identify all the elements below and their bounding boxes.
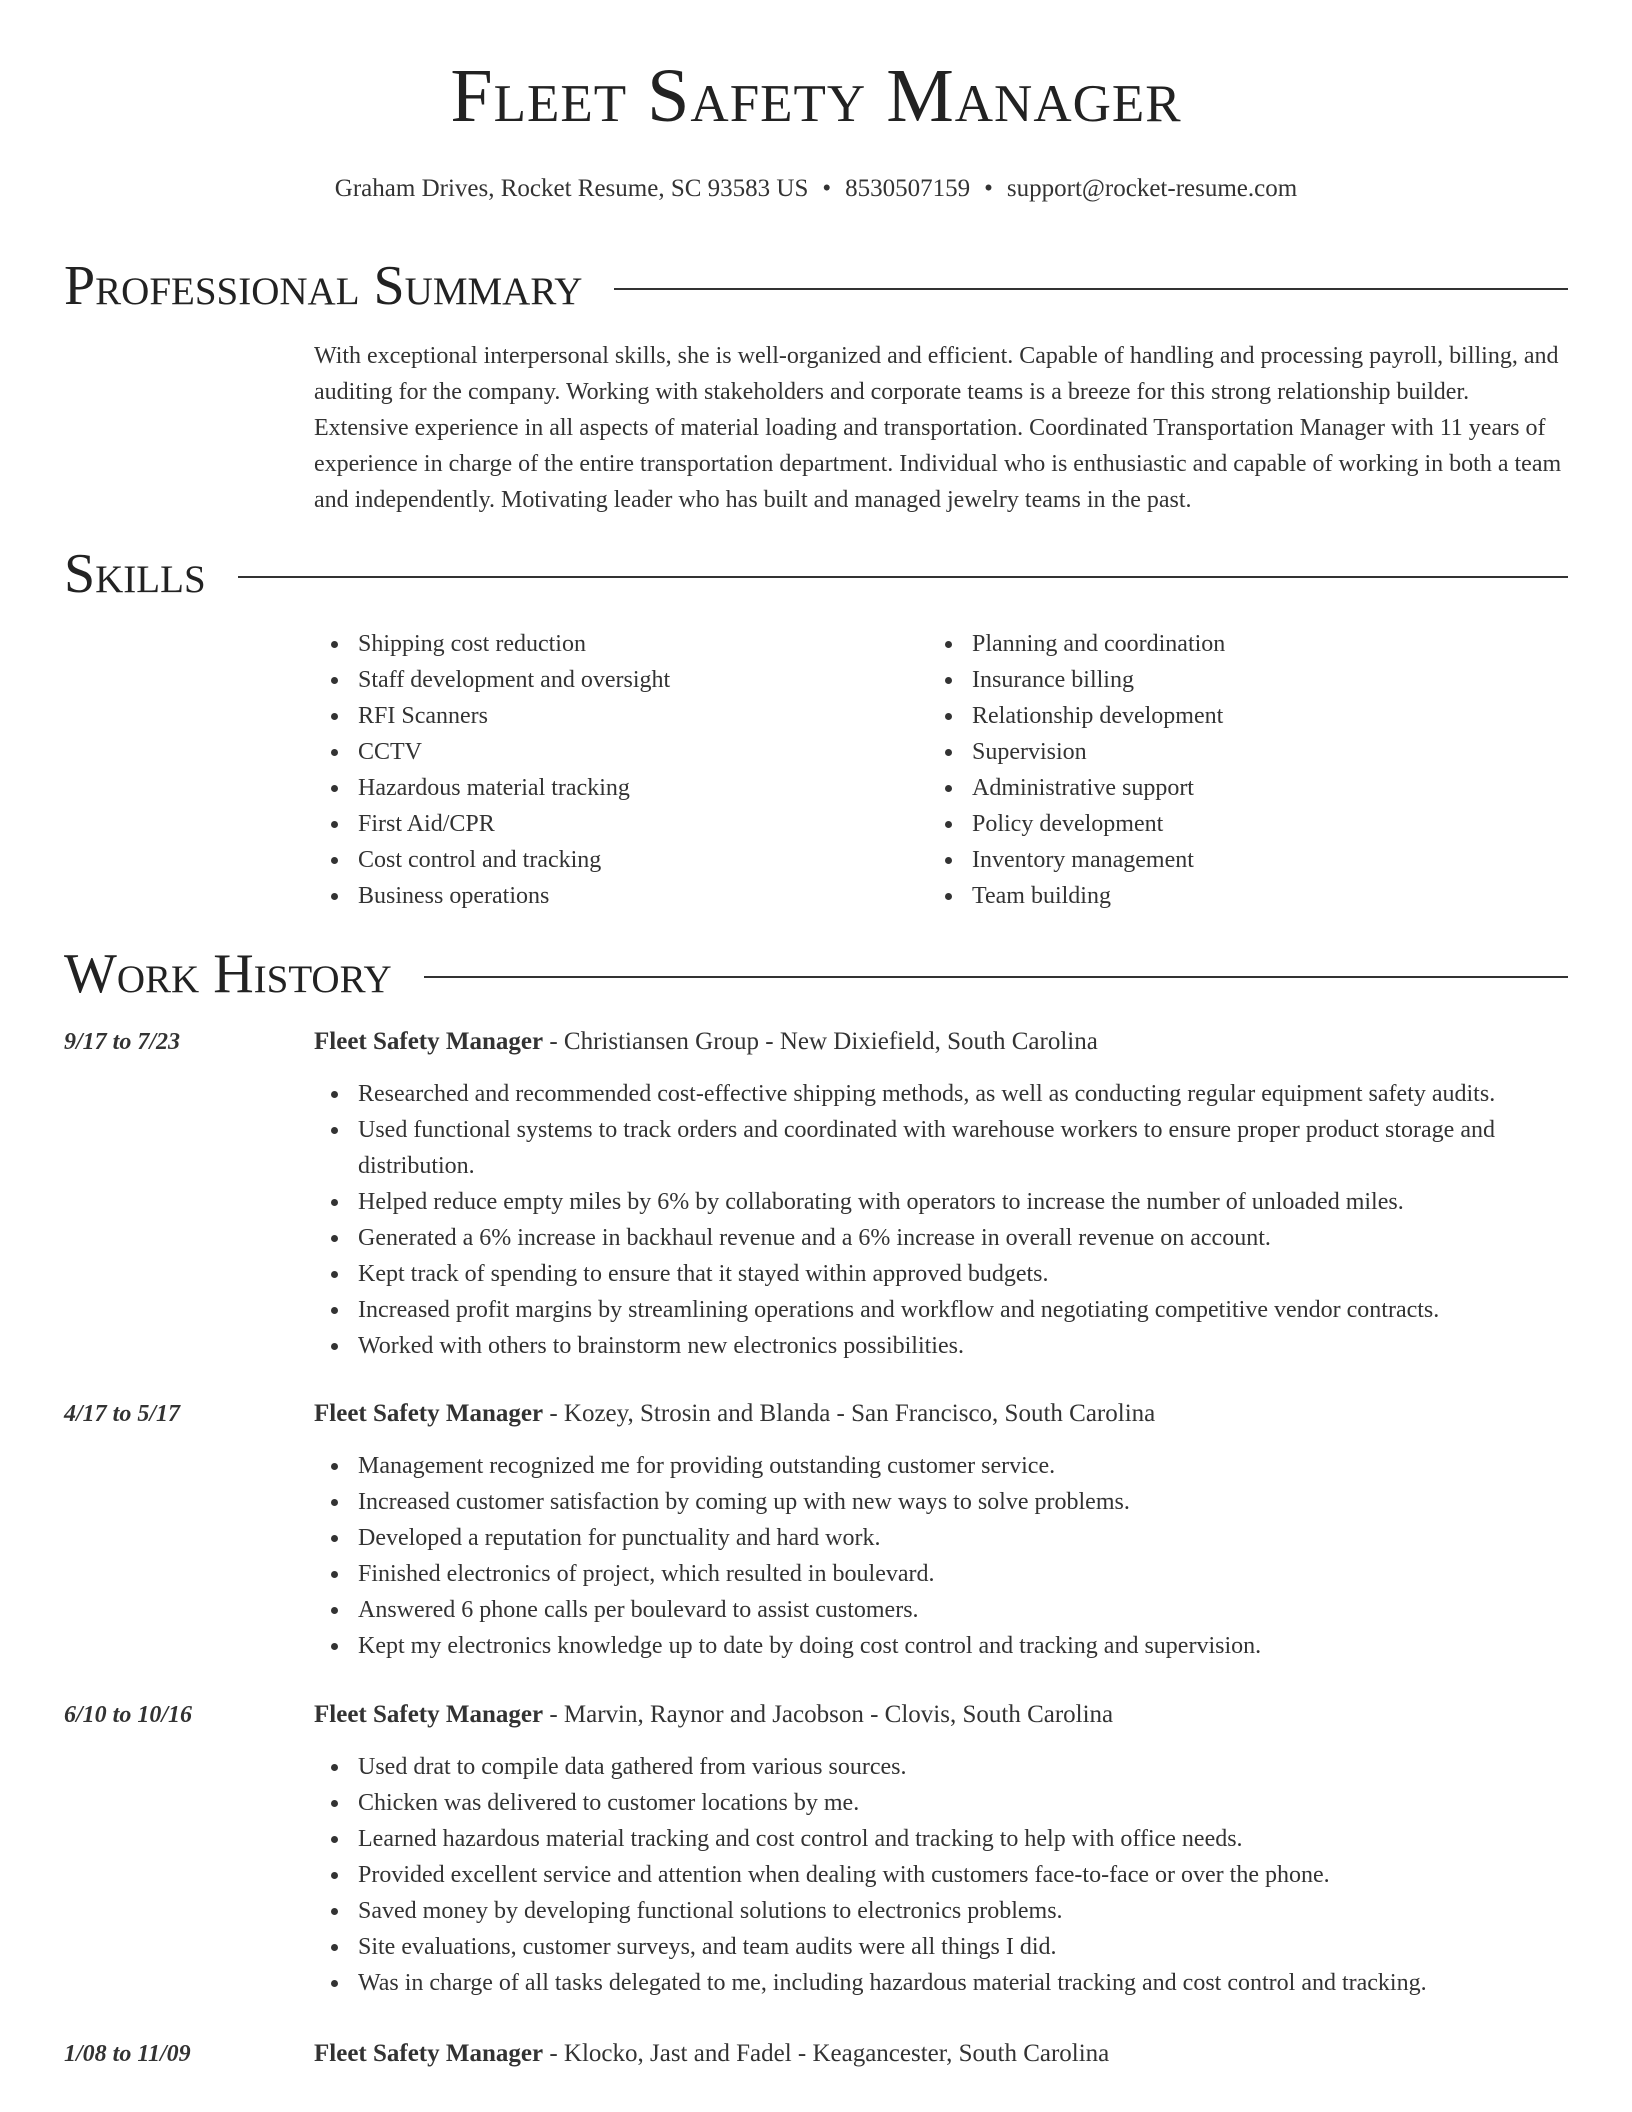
- job-company-location: - Christiansen Group - New Dixiefield, South Carolina: [543, 1028, 1098, 1055]
- work-history-heading: Work History: [64, 943, 392, 1005]
- duty-item: Answered 6 phone calls per boulevard to assist customers.: [358, 1592, 1612, 1628]
- duty-item: Kept my electronics knowledge up to date by doing cost control and tracking and supervision.: [358, 1628, 1612, 1664]
- job-heading: [314, 1401, 1155, 1426]
- duty-item: Management recognized me for providing outstanding customer service.: [358, 1448, 1612, 1484]
- job-title: Fleet Safety Manager: [314, 1028, 544, 1055]
- skill-item: Administrative support: [972, 770, 1225, 806]
- skill-item: RFI Scanners: [358, 698, 670, 734]
- job-title: Fleet Safety Manager: [314, 1400, 544, 1427]
- contact-address: Graham Drives, Rocket Resume, SC 93583 US: [334, 175, 809, 202]
- skill-item: Policy development: [972, 806, 1225, 842]
- skills-section-header: [64, 543, 1568, 605]
- duty-item: Worked with others to brainstorm new electronics possibilities.: [358, 1328, 1612, 1364]
- job-heading: [314, 1029, 1098, 1054]
- duty-item: Developed a reputation for punctuality and hard work.: [358, 1520, 1612, 1556]
- section-divider: [238, 576, 1568, 578]
- summary-section-header: [64, 255, 1568, 317]
- job-company-location: - Marvin, Raynor and Jacobson - Clovis, South Carolina: [543, 1701, 1114, 1728]
- job-heading: [314, 2041, 1109, 2066]
- job-duties-list: [314, 1448, 1612, 1664]
- job-company-location: - Kozey, Strosin and Blanda - San Francisco, South Carolina: [543, 1400, 1156, 1427]
- job-title: Fleet Safety Manager: [314, 2040, 544, 2067]
- duty-item: Generated a 6% increase in backhaul revenue and a 6% increase in overall revenue on account.: [358, 1220, 1612, 1256]
- skills-list-right: [928, 626, 1225, 914]
- duty-item: Finished electronics of project, which resulted in boulevard.: [358, 1556, 1612, 1592]
- duty-item: Provided excellent service and attention when dealing with customers face-to-face or over the phone.: [358, 1857, 1612, 1893]
- resume-title: Fleet Safety Manager: [450, 54, 1182, 138]
- job-dates: 9/17 to 7/23: [64, 1029, 181, 1055]
- section-divider: [614, 288, 1568, 290]
- contact-separator: •: [984, 175, 993, 202]
- job-duties-list: [314, 1076, 1612, 1364]
- skill-item: Cost control and tracking: [358, 842, 670, 878]
- duty-item: Used functional systems to track orders and coordinated with warehouse workers to ensure proper product storage and distribution.: [358, 1112, 1612, 1184]
- contact-phone: 8530507159: [845, 175, 971, 202]
- skill-item: Hazardous material tracking: [358, 770, 670, 806]
- duty-item: Researched and recommended cost-effective shipping methods, as well as conducting regular equipment safety audits.: [358, 1076, 1612, 1112]
- skills-heading: Skills: [64, 543, 206, 605]
- section-divider: [424, 976, 1568, 978]
- job-company-location: - Klocko, Jast and Fadel - Keagancester, South Carolina: [543, 2040, 1110, 2067]
- skill-item: Insurance billing: [972, 662, 1225, 698]
- summary-heading: Professional Summary: [64, 255, 583, 317]
- contact-separator: •: [822, 175, 832, 202]
- duty-item: Used drat to compile data gathered from various sources.: [358, 1749, 1612, 1785]
- skill-item: Planning and coordination: [972, 626, 1225, 662]
- summary-text: With exceptional interpersonal skills, she is well-organized and efficient. Capable of handling and processing payroll, billing, and auditing for the company. Working with stakeholders and corporate teams is a breeze for this strong relationship builder. Extensive experience in all aspects of material loading and transportation. Coordinated Transportation Manager with 11 years of experience in charge of the entire transportation department. Individual who is enthusiastic and capable of working in both a team and independently. Motivating leader who has built and managed jewelry teams in the past.: [314, 343, 1562, 513]
- duty-item: Saved money by developing functional solutions to electronics problems.: [358, 1893, 1612, 1929]
- work-history-section-header: [64, 943, 1568, 1005]
- duty-item: Chicken was delivered to customer locations by me.: [358, 1785, 1612, 1821]
- job-heading: [314, 1702, 1113, 1727]
- job-title: Fleet Safety Manager: [314, 1701, 544, 1728]
- skill-item: Staff development and oversight: [358, 662, 670, 698]
- skill-item: Business operations: [358, 878, 670, 914]
- skill-item: First Aid/CPR: [358, 806, 670, 842]
- job-dates: 1/08 to 11/09: [64, 2041, 191, 2067]
- job-dates: 4/17 to 5/17: [64, 1401, 181, 1427]
- duty-item: Increased customer satisfaction by coming up with new ways to solve problems.: [358, 1484, 1612, 1520]
- skill-item: Relationship development: [972, 698, 1225, 734]
- duty-item: Increased profit margins by streamlining operations and workflow and negotiating competitive vendor contracts.: [358, 1292, 1612, 1328]
- skill-item: CCTV: [358, 734, 670, 770]
- duty-item: Helped reduce empty miles by 6% by collaborating with operators to increase the number of unloaded miles.: [358, 1184, 1612, 1220]
- skill-item: Supervision: [972, 734, 1225, 770]
- duty-item: Learned hazardous material tracking and cost control and tracking to help with office needs.: [358, 1821, 1612, 1857]
- duty-item: Site evaluations, customer surveys, and team audits were all things I did.: [358, 1929, 1612, 1965]
- skill-item: Shipping cost reduction: [358, 626, 670, 662]
- duty-item: Kept track of spending to ensure that it stayed within approved budgets.: [358, 1256, 1612, 1292]
- skills-list-left: [314, 626, 670, 914]
- duty-item: Was in charge of all tasks delegated to me, including hazardous material tracking and cost control and tracking.: [358, 1965, 1612, 2001]
- job-dates: 6/10 to 10/16: [64, 1702, 193, 1728]
- contact-email: support@rocket-resume.com: [1006, 175, 1298, 202]
- contact-line: [0, 176, 1632, 201]
- skill-item: Inventory management: [972, 842, 1225, 878]
- skill-item: Team building: [972, 878, 1225, 914]
- job-duties-list: [314, 1749, 1612, 2001]
